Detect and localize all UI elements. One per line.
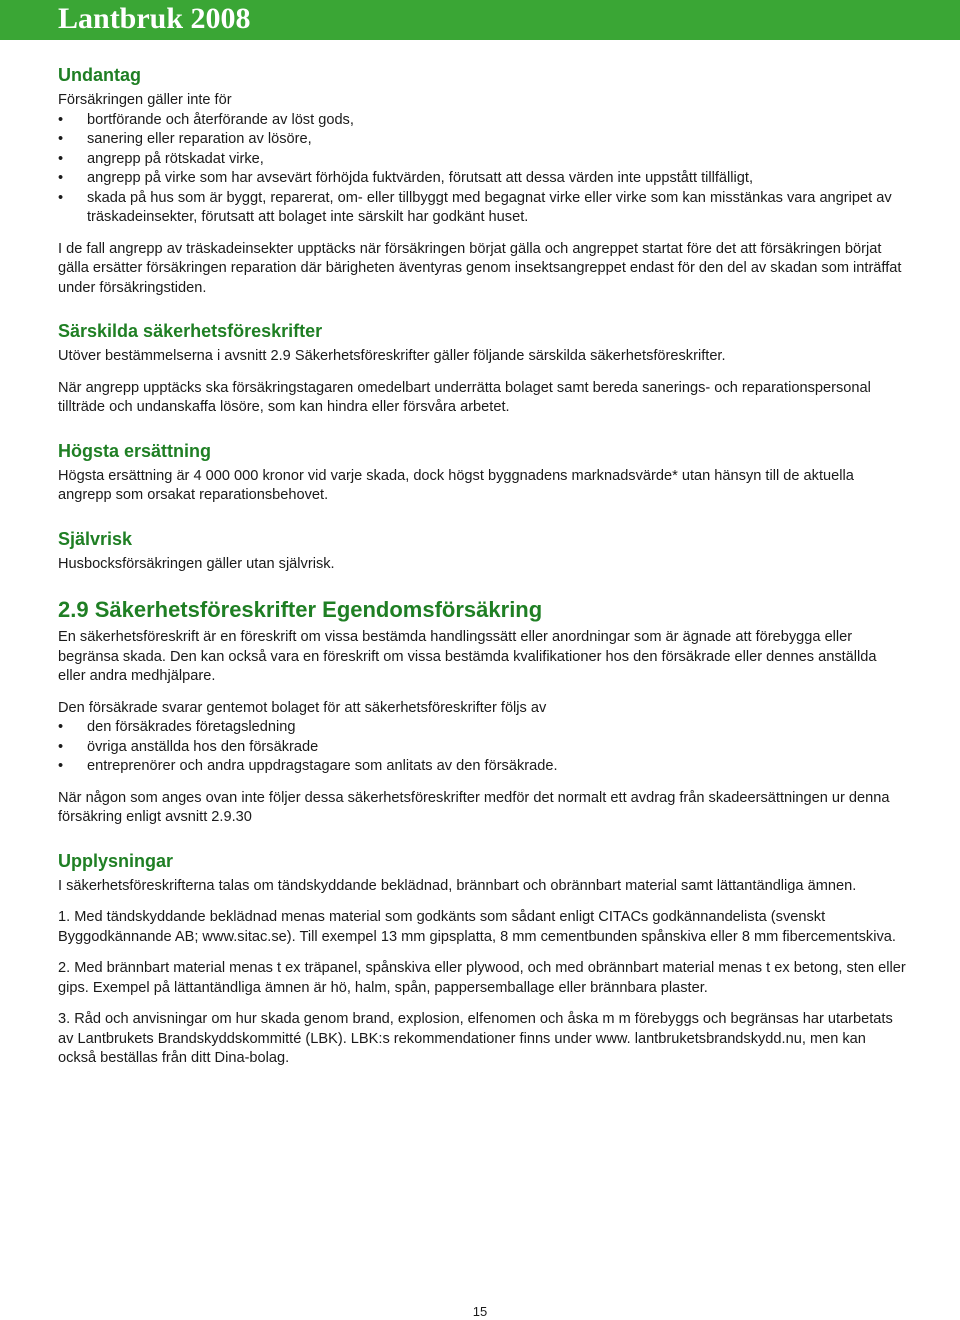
undantag-list — [58, 111, 908, 228]
page-number: 15 — [472, 1304, 488, 1319]
list-item: • sanering eller reparation av lösöre, — [58, 130, 908, 150]
sjalvrisk-paragraph: Husbocksförsäkringen gäller utan självrisk. — [58, 555, 335, 572]
upplysningar-paragraph-2: 1. Med tändskyddande beklädnad menas material som godkänts som sådant enligt CITACs godkännandelista (svenskt Byggodkännande AB; www.sitac.se). Till exempel 13 mm gipsplatta, 8 mm cementbunden spånskiva eller 8 mm fibercementskiva. — [58, 909, 896, 945]
heading-sjalvrisk: Självrisk — [58, 528, 133, 549]
heading-undantag: Undantag — [58, 65, 141, 85]
list-item: • bortförande och återförande av löst gods, — [58, 111, 908, 131]
sarskilda-paragraph-1: Utöver bestämmelserna i avsnitt 2.9 Säkerhetsföreskrifter gäller följande särskilda säkerhetsföreskrifter. — [58, 348, 726, 364]
heading-sakerhet: 2.9 Säkerhetsföreskrifter Egendomsförsäkring — [58, 597, 543, 622]
list-item: • entreprenörer och andra uppdragstagare som anlitats av den försäkrade. — [58, 757, 908, 777]
section-undantag — [58, 64, 908, 298]
upplysningar-paragraph-4: 3. Råd och anvisningar om hur skada genom brand, explosion, elfenomen och åska m m förebyggs och begränsas har utarbetats av Lantbrukets Brandskyddskommitté (LBK). LBK:s rekommendationer finns under www. lantbruketsbrandskydd.nu, men kan också beställas från ditt Dina-bolag. — [58, 1011, 893, 1066]
section-upplysningar — [58, 850, 908, 1069]
sakerhet-paragraph-2: Den försäkrade svarar gentemot bolaget för att säkerhetsföreskrifter följs av — [58, 699, 547, 716]
sakerhet-list — [58, 718, 908, 777]
undantag-paragraph: I de fall angrepp av träskadeinsekter upptäcks när försäkringen börjat gälla och angreppet startat före det att försäkringen börjat gälla ersätter försäkringen reparation där bärigheten äventyras genom insektsangreppet endast för den del av skadan som inträffat under försäkringstiden. — [58, 240, 902, 296]
list-item: • angrepp på rötskadat virke, — [58, 150, 908, 170]
header-bar — [0, 0, 960, 40]
hogsta-paragraph: Högsta ersättning är 4 000 000 kronor vid varje skada, dock högst byggnadens marknadsvärde* utan hänsyn till de aktuella angrepp som orsakat reparationsbehovet. — [58, 467, 854, 503]
heading-hogsta: Högsta ersättning — [58, 440, 212, 461]
list-item: • övriga anställda hos den försäkrade — [58, 738, 908, 758]
upplysningar-paragraph-3: 2. Med brännbart material menas t ex träpanel, spånskiva eller plywood, och med obrännbart material menas t ex betong, sten eller gips. Exempel på lättantändliga ämnen är hö, halm, spån, pappersemballage eller brännbara plaster. — [58, 960, 906, 996]
section-sarskilda — [58, 320, 908, 418]
section-sakerhet — [58, 596, 908, 828]
page-title: Lantbruk 2008 — [58, 2, 251, 35]
section-hogsta — [58, 440, 908, 506]
heading-upplysningar: Upplysningar — [58, 850, 174, 871]
sakerhet-paragraph-3: När någon som anges ovan inte följer dessa säkerhetsföreskrifter medför det normalt ett avdrag från skadeersättningen ur denna försäkring enligt avsnitt 2.9.30 — [58, 789, 890, 825]
sakerhet-paragraph-1: En säkerhetsföreskrift är en föreskrift om vissa bestämda handlingssätt eller anordningar som är ägnade att förebygga eller begränsa skada. Den kan också vara en föreskrift om vissa bestämda kvalifikationer hos den försäkrade eller dennes anställda eller andra medhjälpare. — [58, 629, 877, 684]
list-item: • skada på hus som är byggt, reparerat, om- eller tillbyggt med begagnat virke eller virke som kan misstänkas vara angripet av träskadeinsekter, förutsatt att bolaget inte särskilt har godkänt huset. — [58, 189, 908, 228]
undantag-intro: Försäkringen gäller inte för — [58, 92, 232, 108]
sarskilda-paragraph-2: När angrepp upptäcks ska försäkringstagaren omedelbart underrätta bolaget samt bereda sanerings- och reparationspersonal tillträde och undanskaffa lösöre, som kan hindra eller försvåra arbetet. — [58, 379, 871, 415]
upplysningar-paragraph-1: I säkerhetsföreskrifterna talas om tändskyddande beklädnad, brännbart och obrännbart material samt lättantändliga ämnen. — [58, 877, 857, 894]
heading-sarskilda: Särskilda säkerhetsföreskrifter — [58, 321, 323, 341]
document-body — [58, 64, 908, 1069]
section-sjalvrisk — [58, 528, 908, 575]
list-item: • den försäkrades företagsledning — [58, 718, 908, 738]
list-item: • angrepp på virke som har avsevärt förhöjda fuktvärden, förutsatt att dessa värden inte uppstått tillfälligt, — [58, 169, 908, 189]
